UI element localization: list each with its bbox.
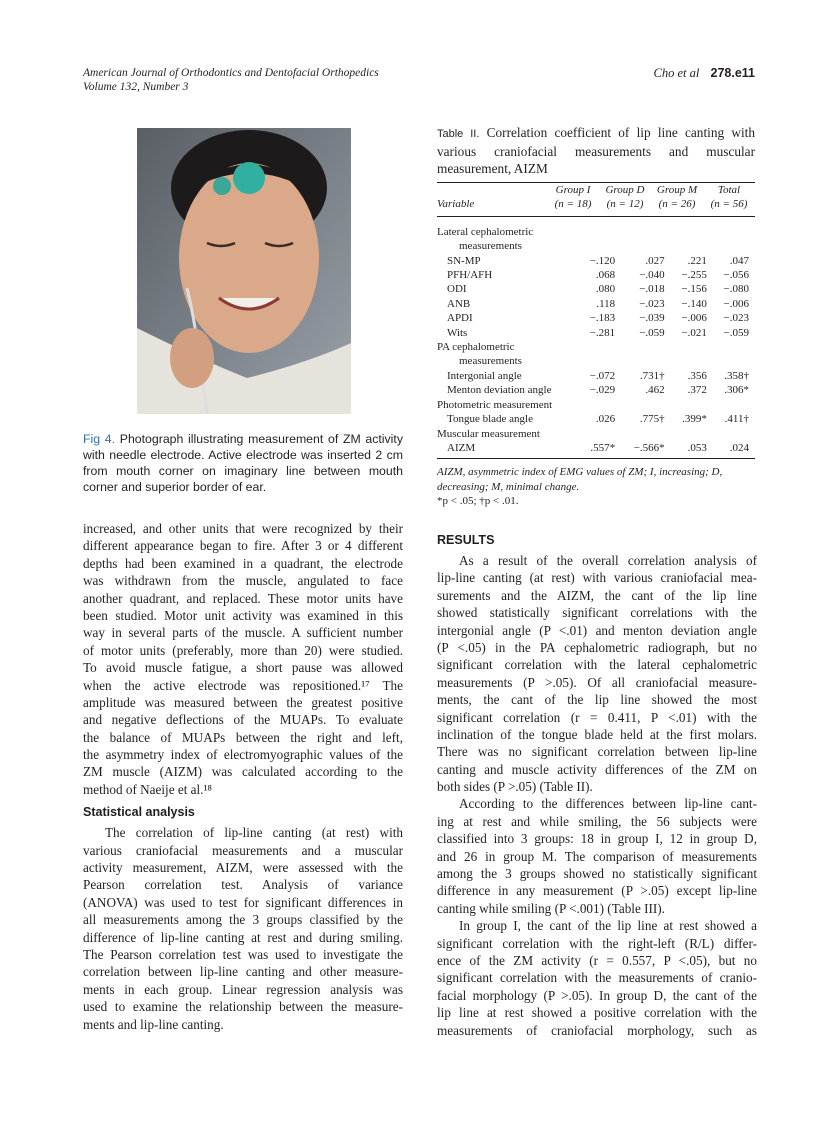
table-cell: −.018 xyxy=(639,283,665,296)
journal-title: American Journal of Orthodontics and Dentofacial Orthopedics xyxy=(83,67,379,79)
table-cell: −.023 xyxy=(639,297,665,310)
table-cell xyxy=(713,354,755,368)
table-cell xyxy=(713,225,755,239)
text-line: measurements of craniofacial morphology, such as xyxy=(437,1022,757,1038)
table-cell: .027 xyxy=(645,254,665,267)
variable-label: SN-MP xyxy=(447,254,481,267)
table-row xyxy=(437,427,755,441)
variable-label: AIZM xyxy=(447,441,476,454)
table-cell xyxy=(579,239,621,253)
table-cell: −.183 xyxy=(589,312,616,325)
table-cell: .356 xyxy=(687,369,707,382)
text-line: significant correlation (r = 0.411, P <.01) with the xyxy=(437,709,757,725)
text-line: measurements (P >.05). Of all craniofacial measure- xyxy=(437,674,757,690)
column-header: Group I xyxy=(555,184,591,196)
text-line: facial morphology (P >.05). In group D, the cant of the xyxy=(437,987,757,1003)
text-line: the balance of MUAPs between the right and left, xyxy=(83,729,403,745)
text-line: (P <.05) in the PA cephalometric radiograph, but no xyxy=(437,639,757,655)
journal-header xyxy=(83,66,379,94)
paragraph xyxy=(437,795,757,917)
text-line: amplitude was measured between the greatest positive xyxy=(83,694,403,710)
table-cell: .411† xyxy=(724,413,749,426)
correlation-table xyxy=(437,183,755,212)
section-label: Photometric measurement xyxy=(437,398,553,411)
text-line: The Pearson correlation test was used to investigate the xyxy=(83,946,403,962)
table-footnote-significance: *p < .05; †p < .01. xyxy=(437,495,519,508)
text-line: been studied. Motor unit activity was examined in this xyxy=(83,607,403,623)
text-line: the asymmetry index of electromyographic values of the xyxy=(83,747,403,763)
figure-photo xyxy=(137,128,351,414)
table-bottom-rule xyxy=(437,458,755,459)
table-cell xyxy=(713,398,755,412)
text-line: used to examine the relationship between the measure- xyxy=(83,999,403,1015)
variable-label: APDI xyxy=(447,312,473,325)
text-line: showed statistically significant correlations with the xyxy=(437,605,757,621)
table-cell xyxy=(621,398,671,412)
column-header: (n = 12) xyxy=(606,198,644,211)
table-cell xyxy=(579,340,621,354)
table-cell: −.039 xyxy=(639,312,665,325)
table-cell xyxy=(621,427,671,441)
text-line: There was no significant correlation between lip-line xyxy=(437,744,757,760)
journal-volume: Volume 132, Number 3 xyxy=(83,81,189,93)
table-row xyxy=(437,354,755,368)
column-header: Variable xyxy=(437,198,475,211)
variable-label: ODI xyxy=(447,283,467,296)
section-label: measurements xyxy=(459,240,522,253)
table-cell xyxy=(671,354,713,368)
table-cell: −.040 xyxy=(639,269,665,282)
table-cell: −.281 xyxy=(589,326,616,339)
table-cell xyxy=(621,354,671,368)
variable-label: PFH/AFH xyxy=(447,269,493,282)
table-cell: .557* xyxy=(590,441,616,454)
text-line: ments, the cant of the lip line showed the most xyxy=(437,692,757,708)
table-row xyxy=(437,398,755,412)
text-line: As a result of the overall correlation analysis of xyxy=(459,553,757,568)
variable-label: Wits xyxy=(447,326,468,339)
text-line: canting and muscle activity differences of the ZM on xyxy=(437,761,757,777)
table-label: Table II. xyxy=(437,128,480,140)
text-line: when the active electrode was repositioned.¹⁷ The xyxy=(83,677,403,693)
text-line: ments and lip-line canting. xyxy=(83,1016,224,1032)
text-line: increased, and other units that were recognized by their xyxy=(83,521,403,536)
section-label: measurements xyxy=(459,355,522,368)
text-line: lip-line canting (at rest) with various craniofacial mea- xyxy=(437,570,757,586)
text-line: different appearance began to fire. After 3 or 4 different xyxy=(83,538,403,554)
column-header: Group M xyxy=(656,184,698,196)
table-row xyxy=(437,340,755,354)
figure-caption xyxy=(83,431,403,495)
table-row xyxy=(437,297,755,311)
text-line: depths had been examined in a quadrant, the electrode xyxy=(83,555,403,571)
text-line: lip line at rest showed a positive correlation with the xyxy=(437,1005,757,1021)
table-cell xyxy=(621,340,671,354)
figure-label: Fig 4. xyxy=(83,432,116,446)
text-line: Pearson correlation test. Analysis of variance xyxy=(83,877,403,893)
page-header-right xyxy=(654,66,755,81)
section-label: PA cephalometric xyxy=(437,341,515,354)
table-row xyxy=(437,412,755,426)
table-cell: .080 xyxy=(595,283,616,296)
table-cell: −.006 xyxy=(723,297,749,310)
text-line: canting while smiling (P <.001) (Table III). xyxy=(437,900,665,916)
table-cell: .731† xyxy=(639,369,665,382)
figure-caption-text: Photograph illustrating measurement of ZM activity with needle electrode. Active electrode was inserted 2 cm from mouth corner on imaginary line between mouth corner and superior border of ear. xyxy=(83,432,403,494)
table-cell xyxy=(713,427,755,441)
text-line: ence of the ZM activity (r = 0.557, P <.05), but no xyxy=(437,952,757,968)
table-header-rule xyxy=(437,216,755,217)
text-line: The correlation of lip-line canting (at rest) with xyxy=(105,825,403,841)
table-cell: .372 xyxy=(687,384,707,397)
table-cell: −.072 xyxy=(589,369,616,382)
text-line: difference of lip-line canting at rest and during smiling. xyxy=(83,929,403,945)
column-header: (n = 56) xyxy=(710,198,748,211)
text-line: significant correlation with the measurements of cranio- xyxy=(437,970,757,986)
text-line: surements and the AIZM, the cant of the lip line xyxy=(437,587,757,603)
table-row xyxy=(437,282,755,296)
text-line: correlation between lip-line canting and other measure- xyxy=(83,964,403,980)
text-line: ZM muscle (AIZM) was calculated according to the xyxy=(83,764,403,780)
table-row xyxy=(437,383,755,397)
text-line: intergonial angle (P <.01) and menton deviation angle xyxy=(437,622,757,638)
table-row xyxy=(437,311,755,325)
text-line: all measurements among the 3 groups classified by the xyxy=(83,912,403,928)
table-cell: −.021 xyxy=(681,326,707,339)
text-line: and 26 in group M. The comparison of measurements xyxy=(437,848,757,864)
column-header: (n = 18) xyxy=(554,198,592,211)
text-line: another quadrant, and replaced. These motor units have xyxy=(83,590,403,606)
table-cell: .306* xyxy=(724,384,749,397)
table-row xyxy=(437,326,755,340)
text-line: various craniofacial measurements and a muscular xyxy=(83,842,403,858)
table-cell xyxy=(579,225,621,239)
table-title-text: Correlation coefficient of lip line canting with various craniofacial measurements and muscular measurement, AIZM xyxy=(437,125,755,176)
text-line: and negative deflections of the MUAPs. To evaluate xyxy=(83,712,403,728)
column-header: Total xyxy=(717,184,741,196)
table-cell xyxy=(671,398,713,412)
column-header: Group D xyxy=(605,184,645,196)
table-row xyxy=(437,268,755,282)
variable-label: ANB xyxy=(447,297,471,310)
table-cell: .221 xyxy=(687,254,707,267)
table-cell xyxy=(579,427,621,441)
table-cell xyxy=(579,398,621,412)
text-line: classified into 3 groups: 18 in group I, 12 in group D, xyxy=(437,831,757,847)
table-cell: .026 xyxy=(595,413,616,426)
paragraph xyxy=(83,824,403,1033)
table-cell: .462 xyxy=(645,384,665,397)
table-cell: .358† xyxy=(724,369,749,382)
table-cell xyxy=(713,239,755,253)
variable-label: Intergonial angle xyxy=(447,369,522,382)
variable-label: Tongue blade angle xyxy=(447,413,533,426)
text-line: of motor units (preferably, more than 20) were studied. xyxy=(83,642,403,658)
table-footnote xyxy=(437,465,755,509)
column-header xyxy=(437,183,547,197)
table-cell: −.566* xyxy=(633,441,665,454)
variable-label: Menton deviation angle xyxy=(447,384,552,397)
table-cell xyxy=(621,225,671,239)
table-title xyxy=(437,124,755,177)
paragraph xyxy=(437,552,757,795)
table-cell: .053 xyxy=(687,441,707,454)
text-line: significant correlation with the right-left (R/L) differ- xyxy=(437,935,757,951)
table-row xyxy=(437,239,755,253)
table-cell xyxy=(671,225,713,239)
text-line: ing at rest and while smiling, the 56 subjects were xyxy=(437,813,757,829)
table-2 xyxy=(437,124,755,509)
table-row xyxy=(437,441,755,455)
text-line: was withdrawn from the muscle, angulated to face xyxy=(83,573,403,589)
text-line: To avoid muscle fatigue, a short pause was allowed xyxy=(83,660,403,676)
table-cell: −.056 xyxy=(723,269,749,282)
text-line: way in several parts of the muscle. A sufficient number xyxy=(83,625,403,641)
table-cell xyxy=(671,427,713,441)
table-cell xyxy=(579,354,621,368)
table-cell: .118 xyxy=(596,297,616,310)
table-footnote-abbrev: AIZM, asymmetric index of EMG values of ZM; I, increasing; D, decreasing; M, minimal change. xyxy=(437,466,723,493)
section-heading-statistical-analysis: Statistical analysis xyxy=(83,805,195,820)
table-cell xyxy=(621,239,671,253)
paragraph xyxy=(437,917,757,1039)
table-cell: −.023 xyxy=(723,312,749,325)
right-column xyxy=(437,528,757,1039)
section-label: Muscular measurement xyxy=(437,427,540,440)
table-cell: −.120 xyxy=(589,254,616,267)
text-line: According to the differences between lip-line cant- xyxy=(459,796,757,812)
table-cell xyxy=(671,239,713,253)
table-cell: −.156 xyxy=(681,283,707,296)
table-cell: −.140 xyxy=(681,297,707,310)
text-line: difference in any measurement (P >.05) except lip-line xyxy=(437,883,757,899)
table-cell: −.080 xyxy=(723,283,749,296)
table-cell: .068 xyxy=(595,269,616,282)
column-header: (n = 26) xyxy=(658,198,696,211)
text-line: ments in each group. Linear regression analysis was xyxy=(83,981,403,997)
table-cell: .399* xyxy=(682,413,707,426)
table-cell: .775† xyxy=(639,413,665,426)
table-row xyxy=(437,369,755,383)
table-cell: −.006 xyxy=(681,312,707,325)
text-line: among the 3 groups showed no statistically significant xyxy=(437,866,757,882)
table-cell: −.059 xyxy=(639,326,665,339)
table-row xyxy=(437,254,755,268)
table-cell: .047 xyxy=(729,254,749,267)
table-cell: −.059 xyxy=(723,326,749,339)
text-line: inclination of the tongue blade held at the first molars. xyxy=(437,726,757,742)
table-cell: −.029 xyxy=(589,384,616,397)
left-column xyxy=(83,520,403,1033)
text-line: significant correlation with the lateral cephalometric xyxy=(437,657,757,673)
text-line: method of Naeije et al.¹⁸ xyxy=(83,781,213,797)
page-number: 278.e11 xyxy=(710,66,755,80)
table-cell: .024 xyxy=(729,441,749,454)
section-label: Lateral cephalometric xyxy=(437,225,534,238)
table-cell: −.255 xyxy=(681,269,707,282)
paragraph xyxy=(83,520,403,798)
text-line: activity measurement, AIZM, were assessed with the xyxy=(83,860,403,876)
running-authors: Cho et al xyxy=(653,66,700,80)
table-cell xyxy=(671,340,713,354)
table-body xyxy=(437,225,755,456)
table-cell xyxy=(713,340,755,354)
text-line: (ANOVA) was used to test for significant differences in xyxy=(83,894,403,910)
text-line: In group I, the cant of the lip line at rest showed a xyxy=(459,918,757,934)
text-line: both sides (P >.05) (Table II). xyxy=(437,779,593,795)
section-heading-results: RESULTS xyxy=(437,533,495,547)
table-row xyxy=(437,225,755,239)
